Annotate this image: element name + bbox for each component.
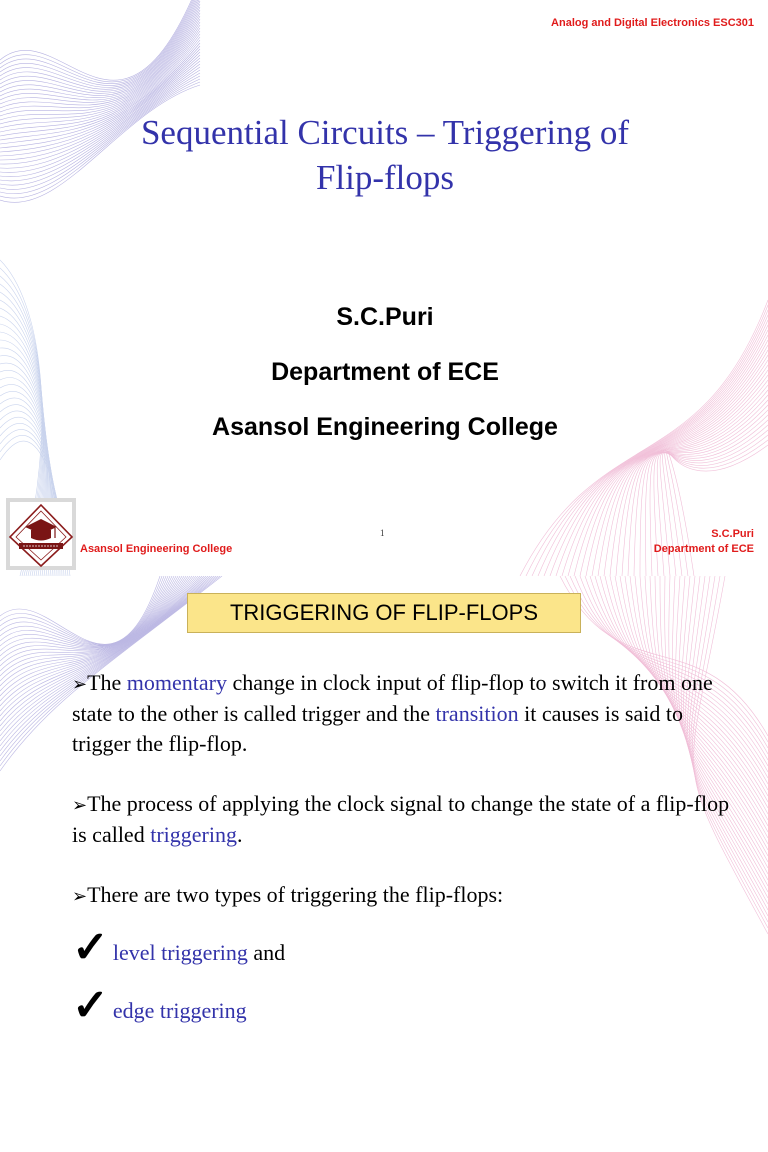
college-name: Asansol Engineering College [212, 413, 558, 441]
footer-author: S.C.Puri [711, 528, 754, 540]
footer-department: Department of ECE [653, 543, 754, 555]
footer-author-block [654, 527, 754, 557]
author-name: S.C.Puri [336, 303, 434, 331]
arrow-bullet-icon: ➢ [72, 886, 88, 906]
footer-college: Asansol Engineering College [80, 543, 233, 555]
arrow-bullet-icon: ➢ [72, 674, 88, 694]
bullet-item: ➢The process of applying the clock signal to change the state of a flip-flop is called triggering. [72, 791, 730, 847]
bullet-list [72, 668, 732, 941]
highlight-term: triggering [150, 822, 237, 847]
checkmark-icon: ✓ [72, 923, 109, 972]
course-label: Analog and Digital Electronics ESC301 [551, 17, 754, 29]
arrow-bullet-icon: ➢ [72, 795, 88, 815]
slide-heading: TRIGGERING OF FLIP-FLOPS [187, 593, 581, 633]
content-slide [0, 576, 768, 1152]
highlight-term: momentary [126, 670, 227, 695]
title-line-1: Sequential Circuits – Triggering of [140, 113, 630, 152]
author-block [90, 290, 680, 455]
check-item-level: ✓ level triggering and [72, 923, 286, 972]
highlight-term: edge triggering [112, 998, 247, 1023]
bullet-item: ➢There are two types of triggering the flip-flops: [72, 882, 504, 907]
checkmark-icon: ✓ [72, 981, 109, 1030]
page-number: 1 [380, 528, 385, 538]
highlight-term: transition [435, 701, 519, 726]
college-logo [6, 498, 76, 570]
department-name: Department of ECE [271, 358, 499, 386]
bullet-item: ➢The momentary change in clock input of flip-flop to switch it from one state to the other is called trigger and the transition it causes is said to trigger the flip-flop. [72, 670, 713, 756]
slide-title [70, 110, 700, 200]
highlight-term: level triggering [112, 940, 248, 965]
check-item-edge [72, 981, 247, 1030]
title-line-2: Flip-flops [315, 158, 455, 197]
